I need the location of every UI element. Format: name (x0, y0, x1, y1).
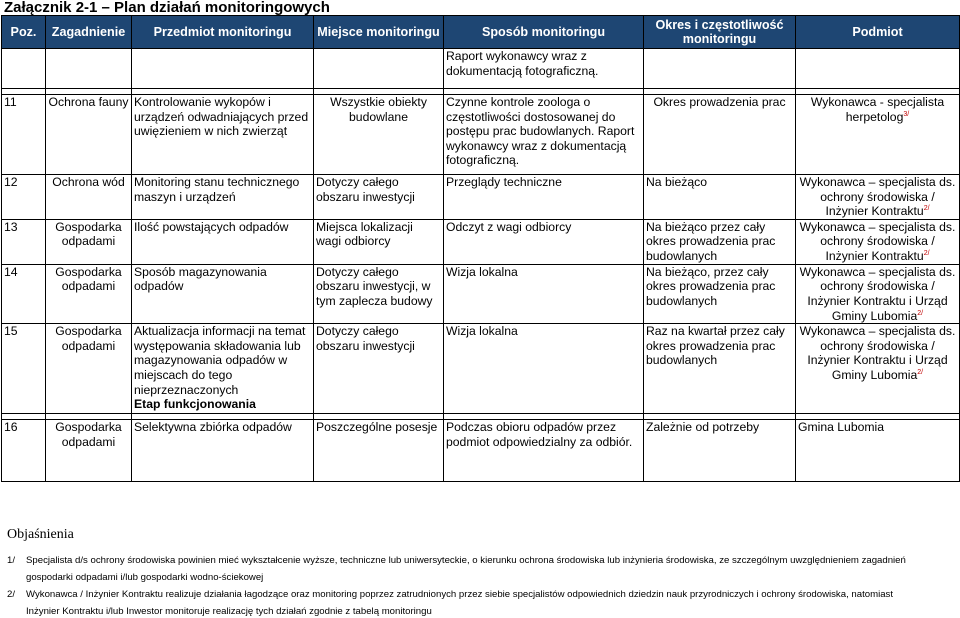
cell-podmiot: Wykonawca – specjalista ds. ochrony środowiska / Inżynier Kontraktu$^{2/}$ (796, 219, 960, 264)
cell-poz: 12 (2, 175, 46, 220)
cell-zagadnienie: Gospodarka odpadami (46, 420, 132, 482)
cell-sposob: Czynne kontrole zoologa o częstotliwości dostosowanej do postępu prac budowlanych. Raport wykonawcy wraz z dokumentacją fotograficzną. (444, 95, 644, 175)
note-1-text: Specjalista d/s ochrony środowiska powinien mieć wykształcenie wyższe, techniczne lub uniwersyteckie, o kierunku ochrona środowiska lub inżynieria środowiska, ze szczególnym uwzględnieniem zagadnień (26, 555, 906, 566)
cell-okres: Na bieżąco (644, 175, 796, 220)
table-row (2, 324, 960, 414)
header-miejsce: Miejsce monitoringu (314, 16, 444, 49)
cell-przedmiot: Selektywna zbiórka odpadów (132, 420, 314, 482)
cell-przedmiot: Kontrolowanie wykopów i urządzeń odwadniających przed uwięzieniem w nich zwierząt (132, 95, 314, 175)
cell-zagadnienie: Ochrona fauny (46, 95, 132, 175)
table-row (2, 264, 960, 323)
footnote-ref: 2/ (923, 249, 930, 257)
notes-heading: Objaśnienia (7, 527, 74, 542)
note-1-text-cont: gospodarki odpadami i/lub gospodarki wodno-ściekowej (26, 572, 264, 583)
header-poz: Poz. (2, 16, 46, 49)
cell-sposob: Wizja lokalna (444, 264, 644, 323)
cell-poz: 15 (2, 324, 46, 414)
cell-zagadnienie: Gospodarka odpadami (46, 324, 132, 414)
cell-sposob: Podczas obioru odpadów przez podmiot odpowiedzialny za odbiór. (444, 420, 644, 482)
cell-podmiot: Wykonawca – specjalista ds. ochrony środowiska / Inżynier Kontraktu i Urząd Gminy Lubomia$^{2/}$ (796, 264, 960, 323)
cell-podmiot: Wykonawca - specjalista herpetolog$^{3/}$ (796, 95, 960, 175)
cell-okres: Raz na kwartał przez cały okres prowadzenia prac budowlanych (644, 324, 796, 414)
cell-przedmiot: Monitoring stanu technicznego maszyn i urządzeń (132, 175, 314, 220)
cell-przedmiot: Sposób magazynowania odpadów (132, 264, 314, 323)
cell-poz: 13 (2, 219, 46, 264)
cell-okres: Na bieżąco przez cały okres prowadzenia prac budowlanych (644, 219, 796, 264)
header-zagadnienie: Zagadnienie (46, 16, 132, 49)
cell-podmiot: Wykonawca – specjalista ds. ochrony środowiska / Inżynier Kontraktu$^{2/}$ (796, 175, 960, 220)
header-przedmiot: Przedmiot monitoringu (132, 16, 314, 49)
cell-sposob: Raport wykonawcy wraz z dokumentacją fotograficzną. (444, 49, 644, 89)
cell-sposob: Przeglądy techniczne (444, 175, 644, 220)
cell-zagadnienie: Ochrona wód (46, 175, 132, 220)
footnote-ref: 2/ (917, 309, 924, 317)
table-row (2, 95, 960, 175)
cell-okres: Zależnie od potrzeby (644, 420, 796, 482)
cell-przedmiot: Ilość powstających odpadów (132, 219, 314, 264)
stage-label: Etap funkcjonowania (134, 397, 256, 412)
table-row (2, 175, 960, 220)
header-podmiot: Podmiot (796, 16, 960, 49)
cell-miejsce: Poszczególne posesje (314, 420, 444, 482)
cell-miejsce: Dotyczy całego obszaru inwestycji (314, 324, 444, 414)
cell-zagadnienie: Gospodarka odpadami (46, 264, 132, 323)
footnote-ref: 2/ (923, 205, 930, 213)
cell-sposob: Odczyt z wagi odbiorcy (444, 219, 644, 264)
cell-poz: 16 (2, 420, 46, 482)
note-2-text: Wykonawca / Inżynier Kontraktu realizuje działania łagodzące oraz monitoring poprzez zatrudnionych przez siebie specjalistów odpowiednich dziedzin nauk przyrodniczych i ochrony środowiska, natomiast (26, 589, 893, 600)
header-okres: Okres i częstotliwość monitoringu (644, 16, 796, 49)
cell-sposob: Wizja lokalna (444, 324, 644, 414)
cell-poz: 14 (2, 264, 46, 323)
cell-przedmiot: Aktualizacja informacji na temat występowania składowania lub magazynowania odpadów w miejscach do tego nieprzeznaczonych Etap funkcjonowania (132, 324, 314, 414)
table-header-row (2, 16, 960, 49)
cell-podmiot: Wykonawca – specjalista ds. ochrony środowiska / Inżynier Kontraktu i Urząd Gminy Lubomia$^{2/}$ (796, 324, 960, 414)
table-row (2, 49, 960, 89)
page-title: Załącznik 2-1 – Plan działań monitoringowych (4, 0, 330, 16)
note-2-text-cont: Inżynier Kontraktu i/lub Inwestor monitoruje realizację tych działań zgodnie z tabelą monitoringu (26, 606, 432, 617)
cell-poz: 11 (2, 95, 46, 175)
footnote-ref: 2/ (917, 368, 924, 376)
cell-zagadnienie: Gospodarka odpadami (46, 219, 132, 264)
cell-miejsce: Dotyczy całego obszaru inwestycji (314, 175, 444, 220)
cell-miejsce: Dotyczy całego obszaru inwestycji, w tym zaplecza budowy (314, 264, 444, 323)
cell-miejsce: Miejsca lokalizacji wagi odbiorcy (314, 219, 444, 264)
table-row (2, 219, 960, 264)
footnote-ref: 3/ (903, 110, 910, 118)
monitoring-table (1, 15, 960, 482)
cell-podmiot: Gmina Lubomia (796, 420, 960, 482)
table-row (2, 420, 960, 482)
cell-okres: Na bieżąco, przez cały okres prowadzenia prac budowlanych (644, 264, 796, 323)
header-sposob: Sposób monitoringu (444, 16, 644, 49)
note-2-number: 2/ (7, 589, 16, 600)
note-1-number: 1/ (7, 555, 16, 566)
cell-okres: Okres prowadzenia prac (644, 95, 796, 175)
cell-miejsce: Wszystkie obiekty budowlane (314, 95, 444, 175)
